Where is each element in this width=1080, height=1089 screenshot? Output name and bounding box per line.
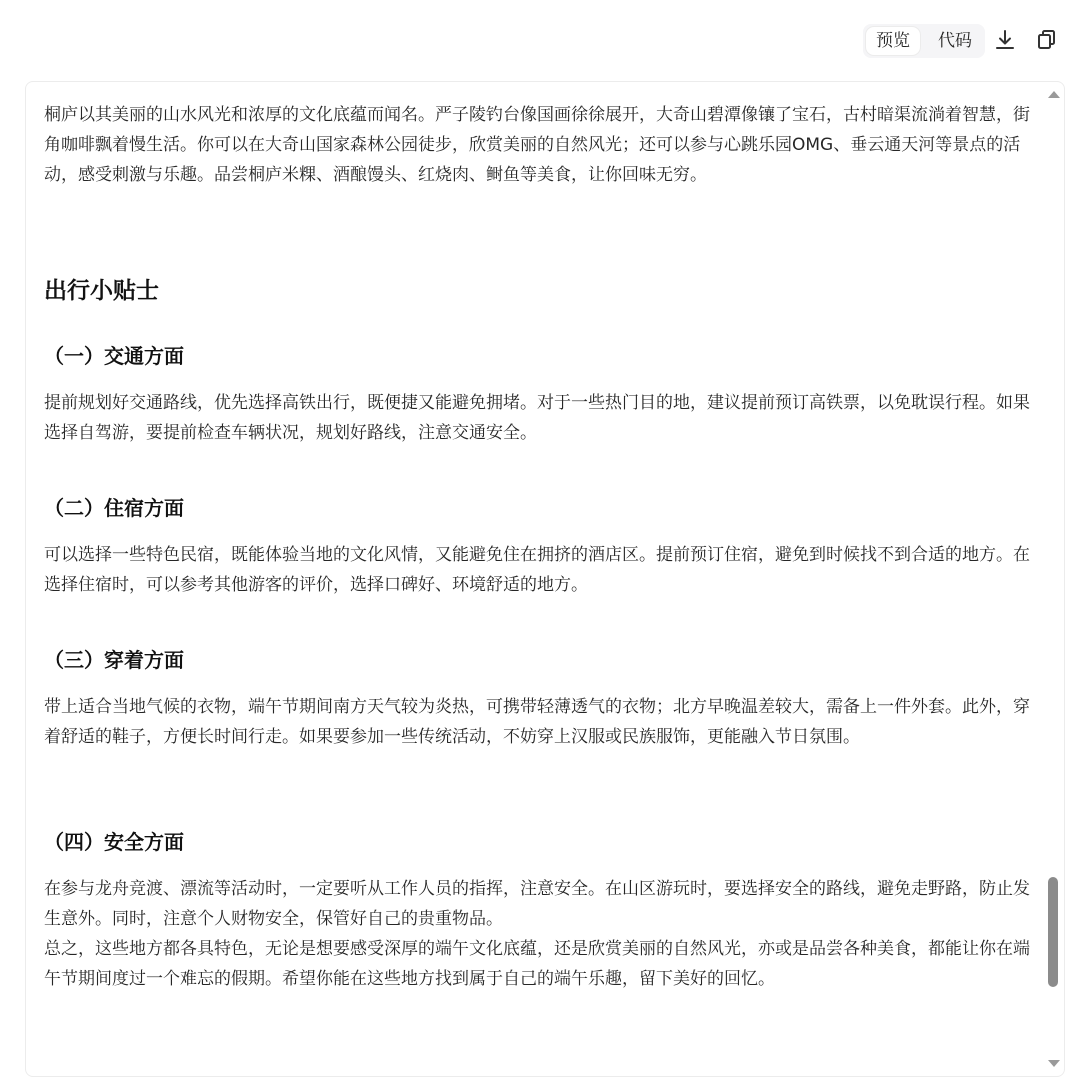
vertical-scrollbar[interactable] bbox=[1044, 82, 1064, 1076]
code-tab[interactable]: 代码 bbox=[938, 31, 972, 51]
section-body-transport: 提前规划好交通路线，优先选择高铁出行，既便捷又能避免拥堵。对于一些热门目的地，建议提前预订高铁票，以免耽误行程。如果选择自驾游，要提前检查车辆状况，规划好路线，注意交通安全。 bbox=[44, 393, 1030, 443]
preview-panel bbox=[25, 81, 1065, 1077]
download-icon[interactable] bbox=[992, 27, 1018, 53]
scroll-thumb[interactable] bbox=[1048, 877, 1058, 987]
section-body-safety: 在参与龙舟竞渡、漂流等活动时，一定要听从工作人员的指挥，注意安全。在山区游玩时，要选择安全的路线，避免走野路，防止发生意外。同时，注意个人财物安全，保管好自己的贵重物品。 bbox=[44, 879, 1030, 929]
section-heading-lodging: （二）住宿方面 bbox=[44, 496, 184, 520]
section-heading-safety: （四）安全方面 bbox=[44, 830, 184, 854]
section-body-clothing: 带上适合当地气候的衣物，端午节期间南方天气较为炎热，可携带轻薄透气的衣物；北方早晚温差较大，需备上一件外套。此外，穿着舒适的鞋子，方便长时间行走。如果要参加一些传统活动，不妨穿上汉服或民族服饰，更能融入节日氛围。 bbox=[44, 697, 1030, 747]
view-mode-toggle bbox=[863, 24, 985, 58]
section-body-lodging: 可以选择一些特色民宿，既能体验当地的文化风情，又能避免住在拥挤的酒店区。提前预订住宿，避免到时候找不到合适的地方。在选择住宿时，可以参考其他游客的评价，选择口碑好、环境舒适的地方。 bbox=[44, 545, 1030, 595]
copy-icon[interactable] bbox=[1033, 27, 1059, 53]
tips-heading: 出行小贴士 bbox=[44, 278, 159, 304]
conclusion-paragraph: 总之，这些地方都各具特色，无论是想要感受深厚的端午文化底蕴，还是欣赏美丽的自然风光，亦或是品尝各种美食，都能让你在端午节期间度过一个难忘的假期。希望你能在这些地方找到属于自己的端午乐趣，留下美好的回忆。 bbox=[44, 939, 1030, 989]
intro-paragraph: 桐庐以其美丽的山水风光和浓厚的文化底蕴而闻名。严子陵钓台像国画徐徐展开，大奇山碧潭像镶了宝石，古村暗渠流淌着智慧，街角咖啡飘着慢生活。你可以在大奇山国家森林公园徒步，欣赏美丽的自然风光；还可以参与心跳乐园OMG、垂云通天河等景点的活动，感受刺激与乐趣。品尝桐庐米粿、酒酿馒头、红烧肉、鲥鱼等美食，让你回味无穷。 bbox=[44, 105, 1030, 185]
scroll-up-arrow-icon[interactable] bbox=[1048, 91, 1060, 98]
section-heading-clothing: （三）穿着方面 bbox=[44, 648, 184, 672]
preview-tab[interactable]: 预览 bbox=[866, 27, 920, 55]
preview-toolbar bbox=[0, 0, 1080, 80]
section-heading-transport: （一）交通方面 bbox=[44, 344, 184, 368]
scroll-down-arrow-icon[interactable] bbox=[1048, 1060, 1060, 1067]
